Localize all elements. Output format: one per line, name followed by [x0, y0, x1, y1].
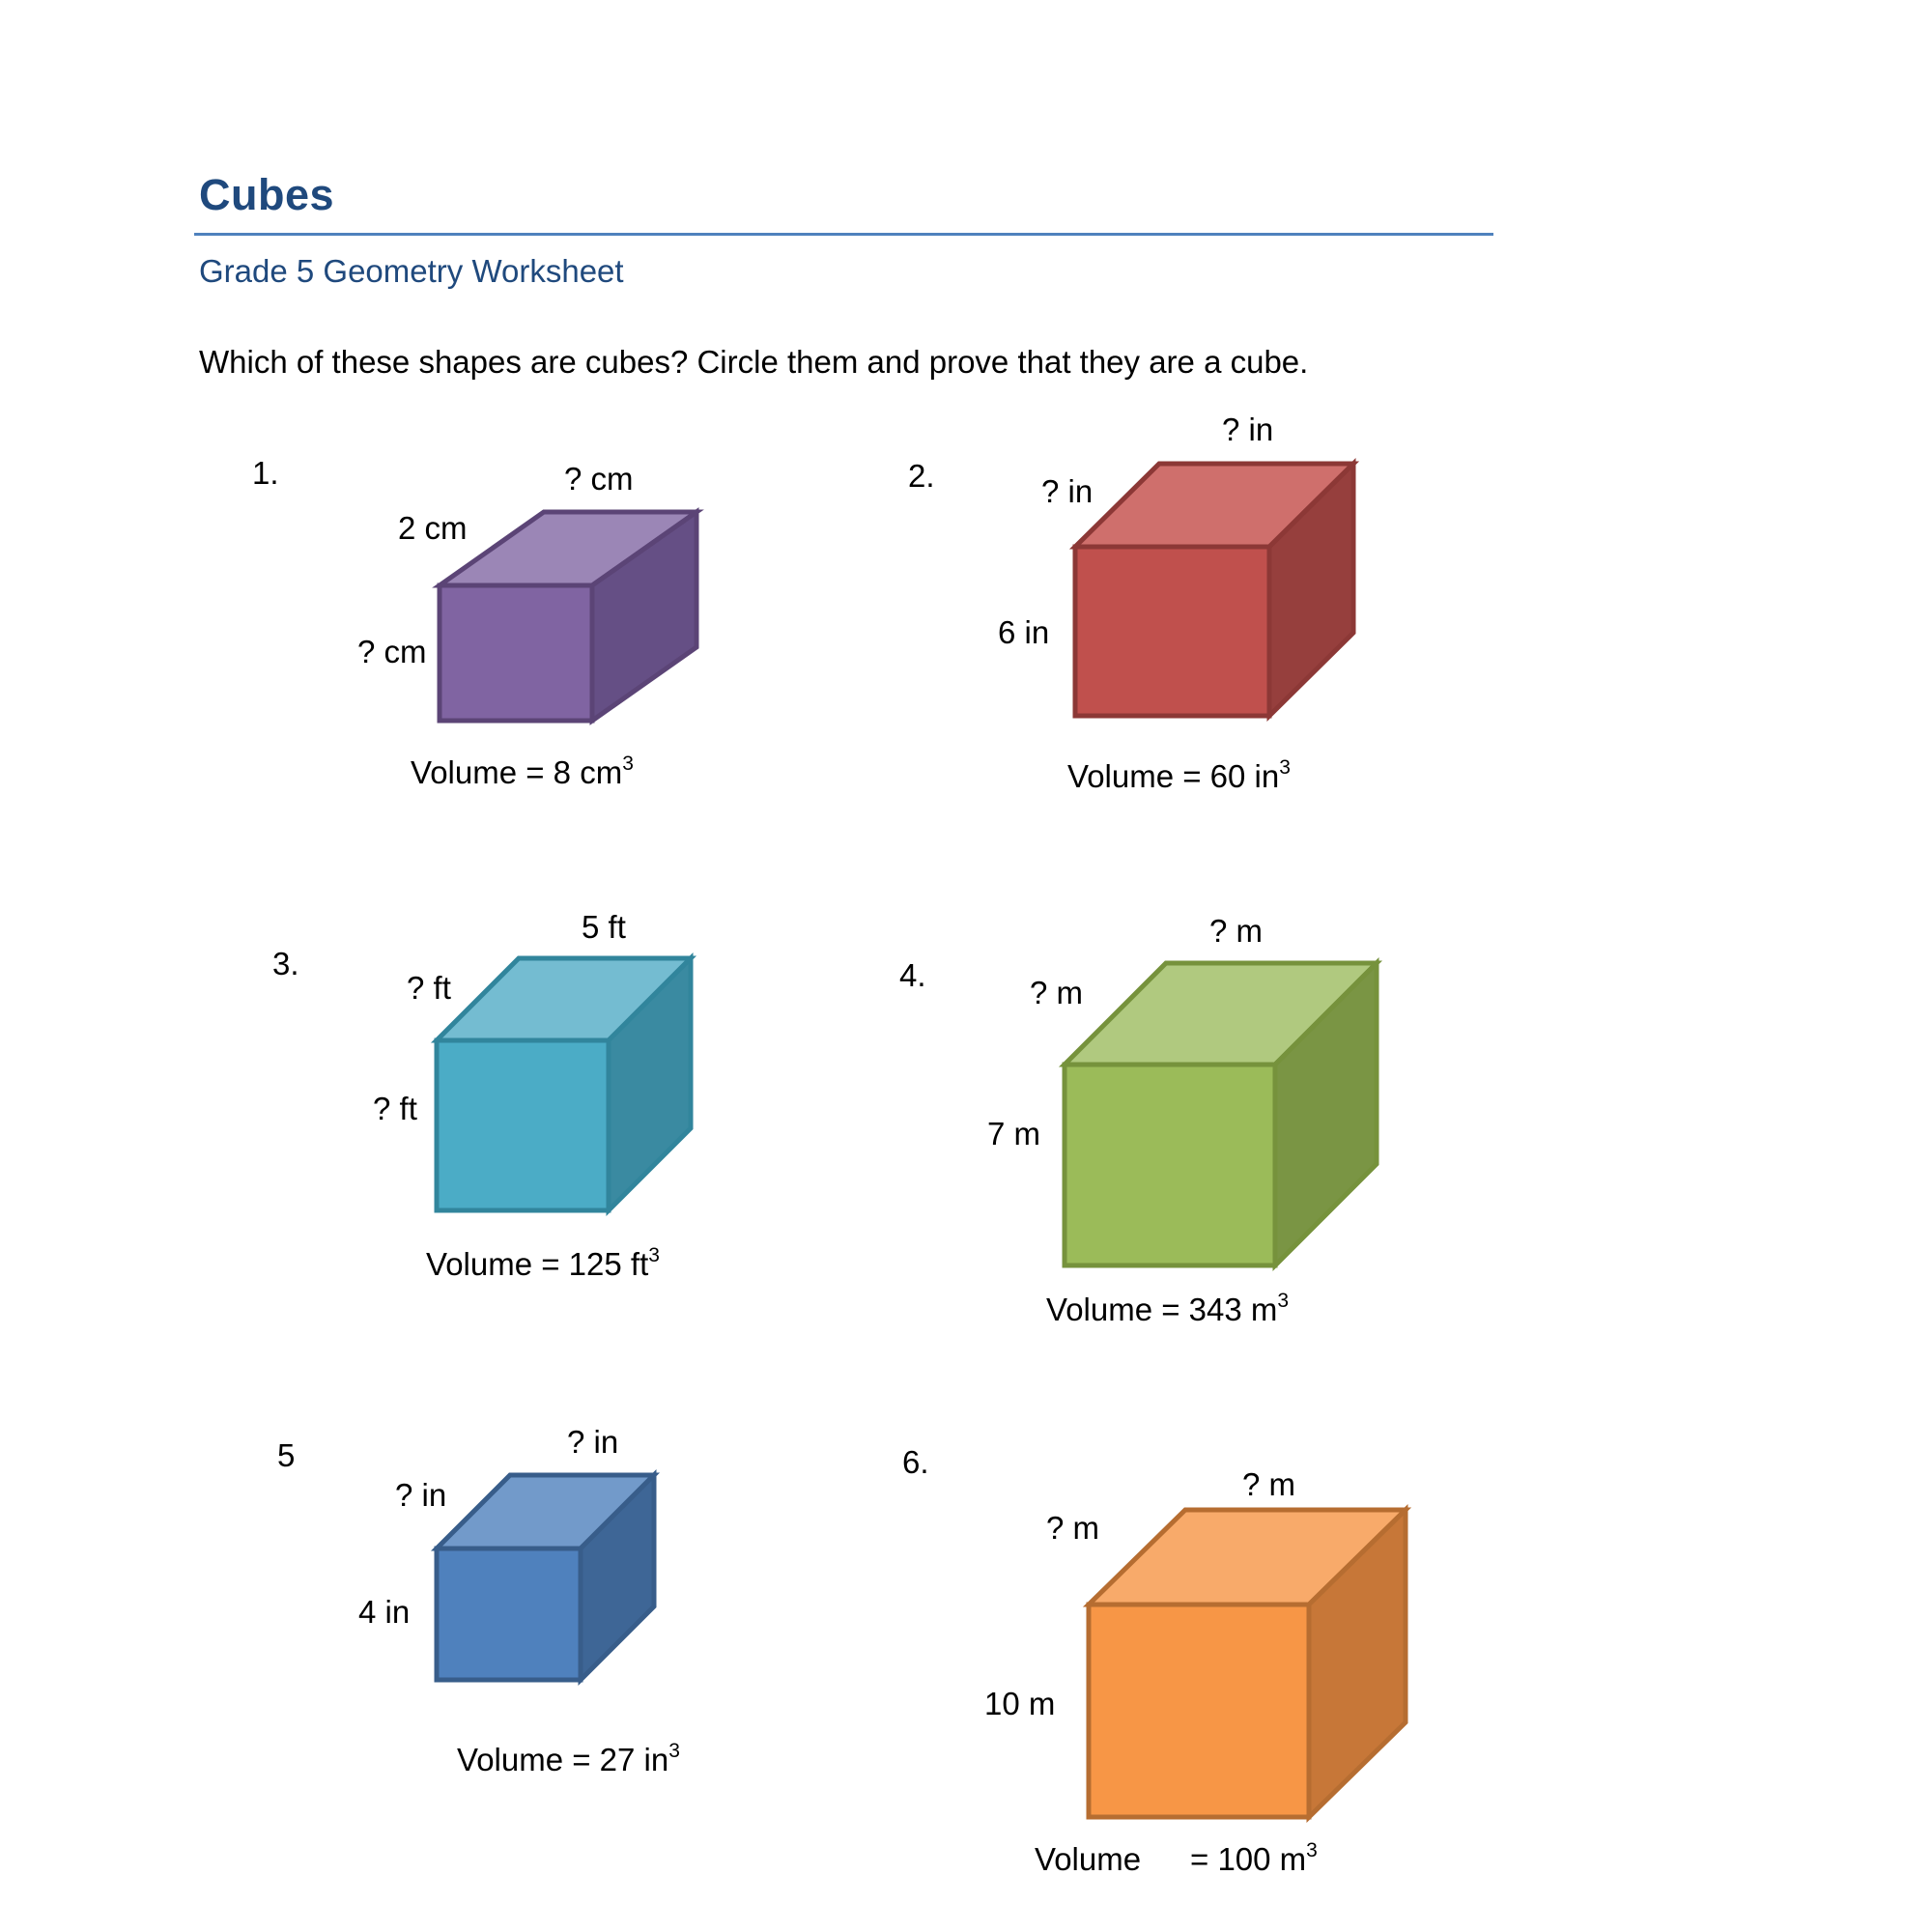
cube-1: [440, 512, 696, 721]
cube-6-front-face: [1089, 1605, 1309, 1817]
problem-6-volume-value: = 100 m: [1190, 1841, 1307, 1877]
problem-3-depth-label: ? ft: [407, 970, 451, 1006]
cube-2-front-face: [1075, 547, 1269, 716]
problem-5-volume: [457, 1740, 680, 1777]
problem-1-number: 1.: [252, 455, 279, 491]
problem-1-volume-text: Volume = 8 cm: [411, 754, 623, 790]
problem-6-side-label: 10 m: [984, 1686, 1056, 1721]
problem-4-volume-text: Volume = 343 m: [1046, 1292, 1278, 1327]
cube-5: [437, 1475, 654, 1680]
problem-4-side-label: 7 m: [987, 1116, 1041, 1151]
problem-2-depth-label: ? in: [1041, 473, 1094, 509]
problem-2-side-label: 6 in: [998, 614, 1050, 650]
cube-6: [1089, 1510, 1406, 1817]
problem-5-number: 5: [277, 1437, 296, 1473]
problem-3-number: 3.: [272, 946, 299, 981]
cube-3: [437, 958, 691, 1210]
problem-6-number: 6.: [902, 1444, 929, 1480]
cube-2: [1075, 464, 1353, 716]
problem-6-volume: [1190, 1839, 1318, 1877]
problem-4-top-label: ? m: [1209, 913, 1264, 949]
worksheet-subtitle: Grade 5 Geometry Worksheet: [199, 253, 624, 289]
problem-5-volume-exponent: 3: [668, 1740, 680, 1762]
problem-2-volume: [1067, 756, 1291, 794]
problem-5-top-label: ? in: [567, 1424, 619, 1460]
problem-6-volume-exponent: 3: [1306, 1839, 1318, 1861]
problem-3-top-label: 5 ft: [582, 909, 626, 945]
problem-2-top-label: ? in: [1222, 412, 1274, 447]
cube-3-front-face: [437, 1040, 609, 1210]
problem-2-volume-text: Volume = 60 in: [1067, 758, 1280, 794]
cube-5-front-face: [437, 1548, 581, 1680]
problem-5-side-label: 4 in: [358, 1594, 411, 1630]
problem-4-volume: [1046, 1290, 1290, 1327]
problem-6-volume-label: Volume: [1035, 1841, 1142, 1877]
problem-6-top-label: ? m: [1242, 1466, 1296, 1502]
problem-6-depth-label: ? m: [1046, 1510, 1100, 1546]
problem-5-volume-text: Volume = 27 in: [457, 1742, 669, 1777]
cube-4: [1065, 963, 1377, 1265]
problem-3-volume: [426, 1244, 660, 1282]
problem-2-volume-exponent: 3: [1279, 756, 1291, 779]
problem-1-volume: [411, 753, 634, 790]
problem-1-volume-exponent: 3: [622, 753, 634, 775]
problem-1-top-label: ? cm: [564, 461, 634, 497]
problem-4-depth-label: ? m: [1030, 975, 1084, 1010]
cube-1-front-face: [440, 585, 592, 721]
problem-5-depth-label: ? in: [395, 1477, 447, 1513]
cube-4-front-face: [1065, 1065, 1275, 1265]
problem-4-volume-exponent: 3: [1277, 1290, 1290, 1312]
problem-1-depth-label: 2 cm: [398, 510, 468, 546]
problem-3-volume-exponent: 3: [648, 1244, 660, 1266]
problem-3-side-label: ? ft: [373, 1091, 417, 1126]
problem-4-number: 4.: [899, 957, 926, 993]
problem-3-volume-text: Volume = 125 ft: [426, 1246, 649, 1282]
instructions-text: Which of these shapes are cubes? Circle them and prove that they are a cube.: [199, 344, 1309, 380]
problem-1-side-label: ? cm: [357, 634, 427, 669]
problem-2-number: 2.: [908, 458, 935, 494]
worksheet-title: Cubes: [199, 170, 335, 219]
